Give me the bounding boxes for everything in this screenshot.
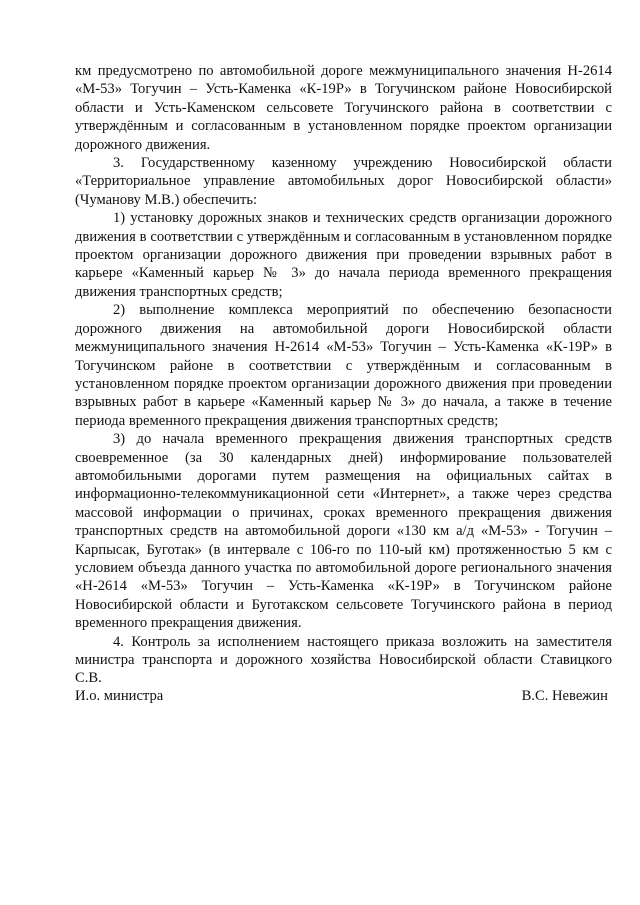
document-body [75,62,612,688]
paragraph-subitem-3: 3) до начала временного прекращения движения транспортных средств своевременное (за 30 календарных дней) информирование пользователей автомобильными дорогами путем размещения на официальных сайтах в информационно-телекоммуникационной сети «Интернет», а также через средства массовой информации о причинах, сроках временного прекращения движения транспортных средств на автомобильной дороги «130 км а/д «М-53» - Тогучин – Карпысак, Буготак» (в интервале с 106-го по 110-ый км) протяженностью 5 км с условием объезда данного участка по автомобильной дороге регионального значения «Н-2614 «М-53» Тогучин – Усть-Каменка «К-19Р» в Тогучинском районе Новосибирской области и Буготакском сельсовете Тогучинского района в период временного прекращения движения. [75,431,612,632]
signature-block [75,687,608,705]
signatory-name: В.С. Невежин [521,688,608,704]
paragraph-subitem-2: 2) выполнение комплекса мероприятий по обеспечению безопасности дорожного движения на автомобильной дороги Новосибирской области межмуниципального значения Н-2614 «М-53» Тогучин – Усть-Каменка «К-19Р» в Тогучинском районе в соответствии с утверждённым и согласованным в установленном порядке проектом организации дорожного движения при проведении взрывных работ в карьере «Каменный карьер № 3» до начала, а также в течение периода временного прекращения движения транспортных средств; [75,302,612,429]
signatory-position: И.о. министра [75,688,164,704]
paragraph-item-3: 3. Государственному казенному учреждению Новосибирской области «Территориальное управление автомобильных дорог Новосибирской области» (Чуманову М.В.) обеспечить: [75,155,612,208]
paragraph-continuation: км предусмотрено по автомобильной дороге межмуниципального значения Н-2614 «М-53» Тогучин – Усть-Каменка «К-19Р» в Тогучинском районе Новосибирской области и Усть-Каменском сельсовете Тогучинского района в соответствии с утверждённым и согласованным в установленном порядке проектом организации дорожного движения. [75,63,612,153]
paragraph-item-4: 4. Контроль за исполнением настоящего приказа возложить на заместителя министра транспорта и дорожного хозяйства Новосибирской области Ставицкого С.В. [75,633,612,687]
paragraph-subitem-1: 1) установку дорожных знаков и технических средств организации дорожного движения в соответствии с утверждённым и согласованным в установленном порядке проектом организации дорожного движения при проведении взрывных работ в карьере «Каменный карьер № 3» до начала периода временного прекращения движения транспортных средств; [75,210,612,300]
